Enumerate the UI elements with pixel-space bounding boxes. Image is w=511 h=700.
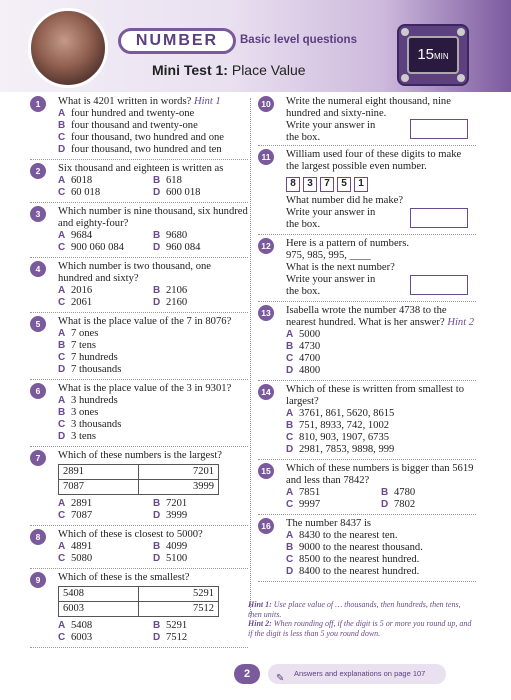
option-b[interactable]: B 2106 [153,285,188,296]
question-16 [258,518,476,582]
option-d[interactable]: D 4800 [286,365,321,376]
digit-card: 8 [286,177,300,192]
answer-options [58,620,248,644]
option-c[interactable]: C 6003 [58,632,93,643]
answer-options [286,329,476,377]
answer-prompt: Write your answer in the box. [286,274,376,297]
question-12: 12 Here is a pattern of numbers. 975, 985, 995, ____ What is the next number? Write your answer in the box. [258,238,476,302]
option-a[interactable]: A 2016 [58,285,93,296]
option-c[interactable]: C 60 018 [58,187,101,198]
digit-card: 1 [354,177,368,192]
question-9 [30,572,248,648]
question-text: What is 4201 written in words? Hint 1 [58,96,221,107]
hint-link[interactable]: Hint 1 [193,96,221,107]
question-number: 13 [258,305,274,321]
question-text: Which of these is closest to 5000? [58,529,203,540]
answer-options [58,328,248,376]
number-table [58,586,219,617]
question-number: 14 [258,384,274,400]
question-number: 5 [30,316,46,332]
option-d[interactable]: D 2160 [153,297,188,308]
option-b[interactable]: B 751, 8933, 742, 1002 [286,420,390,431]
answer-options [286,408,476,456]
option-d[interactable]: D four thousand, two hundred and ten [58,144,222,155]
option-d[interactable]: D 3999 [153,510,188,521]
option-b[interactable]: B 618 [153,175,182,186]
table-cell: 6003 [59,602,139,617]
subject-title: NUMBER [118,28,236,54]
option-d[interactable]: D 600 018 [153,187,201,198]
option-b[interactable]: B 4099 [153,541,188,552]
question-2 [30,163,248,203]
question-subtext: What is the next number? [286,262,395,273]
table-cell: 3999 [139,480,219,495]
question-text: What is the place value of the 7 in 8076? [58,316,232,327]
student-photo [28,8,108,88]
option-c[interactable]: C 900 060 084 [58,242,124,253]
question-3 [30,206,248,258]
option-a[interactable]: A 7 ones [58,328,99,339]
option-a[interactable]: A 3761, 861, 5620, 8615 [286,408,395,419]
hint-link[interactable]: Hint 2 [447,317,475,328]
answer-options [58,230,248,254]
table-cell: 7087 [59,480,139,495]
question-number: 9 [30,572,46,588]
table-cell: 5291 [139,587,219,602]
question-text: Which of these numbers is the largest? [58,450,222,461]
option-a[interactable]: A 9684 [58,230,93,241]
question-number: 6 [30,383,46,399]
option-a[interactable]: A 7851 [286,487,321,498]
option-a[interactable]: A 3 hundreds [58,395,118,406]
option-b[interactable]: B 7 tens [58,340,97,351]
column-divider [250,98,251,618]
question-number: 1 [30,96,46,112]
question-text: Which of these is the smallest? [58,572,190,583]
digit-card: 5 [337,177,351,192]
option-a[interactable]: A 6018 [58,175,93,186]
question-8 [30,529,248,569]
option-d[interactable]: D 7 thousands [58,364,122,375]
option-c[interactable]: C 8500 to the nearest hundred. [286,554,420,565]
option-c[interactable]: C 3 thousands [58,419,122,430]
option-b[interactable]: B 3 ones [58,407,99,418]
test-title: Mini Test 1: Place Value [152,62,306,78]
option-a[interactable]: A 4891 [58,541,93,552]
answer-options [58,175,248,199]
option-c[interactable]: C 7 hundreds [58,352,118,363]
option-a[interactable]: A four hundred and twenty-one [58,108,195,119]
answer-options [58,498,248,522]
option-c[interactable]: C 5080 [58,553,93,564]
question-number: 7 [30,450,46,466]
question-text: Which number is nine thousand, six hundred and eighty-four? [58,206,248,229]
answer-box[interactable] [410,208,468,228]
question-subtext: What number did he make? [286,195,404,206]
answer-options [58,285,248,309]
option-c[interactable]: C 7087 [58,510,93,521]
answer-options [58,108,248,156]
hint-2: Hint 2: When rounding off, if the digit is 5 or more you round up, and if the digit is less than 5 you round down. [248,619,472,638]
question-1 [30,96,248,160]
option-c[interactable]: C 2061 [58,297,93,308]
question-5 [30,316,248,380]
answer-prompt: Write your answer in the box. [286,207,376,230]
option-b[interactable]: B 5291 [153,620,188,631]
question-text: The number 8437 is [286,518,372,529]
page-header [0,0,511,92]
hints-box [248,600,476,638]
question-11: 11 William used four of these digits to make the largest possible even number. 8 3 7 5 1 What number did he make? Write your answer in the box. [258,149,476,235]
option-a[interactable]: A 2891 [58,498,93,509]
answer-prompt: Write your answer in the box. [286,120,376,143]
option-d[interactable]: D 7512 [153,632,188,643]
answer-options [286,530,476,578]
digit-card: 3 [303,177,317,192]
option-b[interactable]: B 7201 [153,498,188,509]
timer-clock-icon [397,24,469,86]
option-d[interactable]: D 5100 [153,553,188,564]
question-15 [258,463,476,515]
option-c[interactable]: C 9997 [286,499,321,510]
option-c[interactable]: C 810, 903, 1907, 6735 [286,432,390,443]
answer-options [58,541,248,565]
hint-1: Hint 1: Use place value of … thousands, then hundreds, then tens, then units. [248,600,461,619]
option-a[interactable]: A 5000 [286,329,321,340]
digit-card: 7 [320,177,334,192]
option-c[interactable]: C 4700 [286,353,321,364]
table-cell: 2891 [59,465,139,480]
question-10: 10 Write the numeral eight thousand, nine hundred and sixty-nine. Write your answer in the box. [258,96,476,146]
option-d[interactable]: D 960 084 [153,242,201,253]
question-text: Isabella wrote the number 4738 to the nearest hundred. What is her answer? Hint 2 [286,305,475,328]
question-text: Which of these numbers is bigger than 5619 and less than 7842? [286,463,474,486]
question-7 [30,450,248,526]
question-number: 2 [30,163,46,179]
answer-options [286,487,476,511]
option-a[interactable]: A 5408 [58,620,93,631]
answer-options [58,395,248,443]
question-text: Write the numeral eight thousand, nine hundred and sixty-nine. [286,96,451,119]
option-d[interactable]: D 8400 to the nearest hundred. [286,566,420,577]
question-13 [258,305,476,381]
question-number: 3 [30,206,46,222]
pencil-icon: ✎ [276,673,285,684]
question-text: William used four of these digits to make the largest possible even number. [286,149,462,172]
question-number: 15 [258,463,274,479]
question-text: What is the place value of the 3 in 9301? [58,383,232,394]
option-d[interactable]: D 3 tens [58,431,97,442]
question-text: Six thousand and eighteen is written as [58,163,224,174]
option-b[interactable]: B 4730 [286,341,321,352]
answer-box[interactable] [410,275,468,295]
page-number: 2 [234,664,260,684]
question-4 [30,261,248,313]
option-b[interactable]: B 9000 to the nearest thousand. [286,542,423,553]
answers-link[interactable]: ✎ Answers and explanations on page 107 [268,664,446,684]
option-b[interactable]: B 4780 [381,487,416,498]
left-column [30,96,248,651]
question-number: 4 [30,261,46,277]
digit-cards [286,177,476,192]
question-text: Which number is two thousand, one hundred and sixty? [58,261,211,284]
question-text: Which of these is written from smallest to largest? [286,384,464,407]
option-b[interactable]: B four thousand and twenty-one [58,120,198,131]
question-number: 16 [258,518,274,534]
option-d[interactable]: D 2981, 7853, 9898, 999 [286,444,395,455]
number-pattern: 975, 985, 995, ____ [286,250,371,261]
table-cell: 7512 [139,602,219,617]
question-text: Here is a pattern of numbers. [286,238,409,249]
table-cell: 7201 [139,465,219,480]
option-c[interactable]: C four thousand, two hundred and one [58,132,224,143]
question-6 [30,383,248,447]
question-14 [258,384,476,460]
option-b[interactable]: B 9680 [153,230,188,241]
answer-box[interactable] [410,119,468,139]
right-column [258,96,476,585]
table-cell: 5408 [59,587,139,602]
timer-display: 15MIN [407,36,459,74]
option-d[interactable]: D 7802 [381,499,416,510]
option-a[interactable]: A 8430 to the nearest ten. [286,530,398,541]
question-number: 8 [30,529,46,545]
level-label: Basic level questions [240,34,357,46]
number-table [58,464,219,495]
